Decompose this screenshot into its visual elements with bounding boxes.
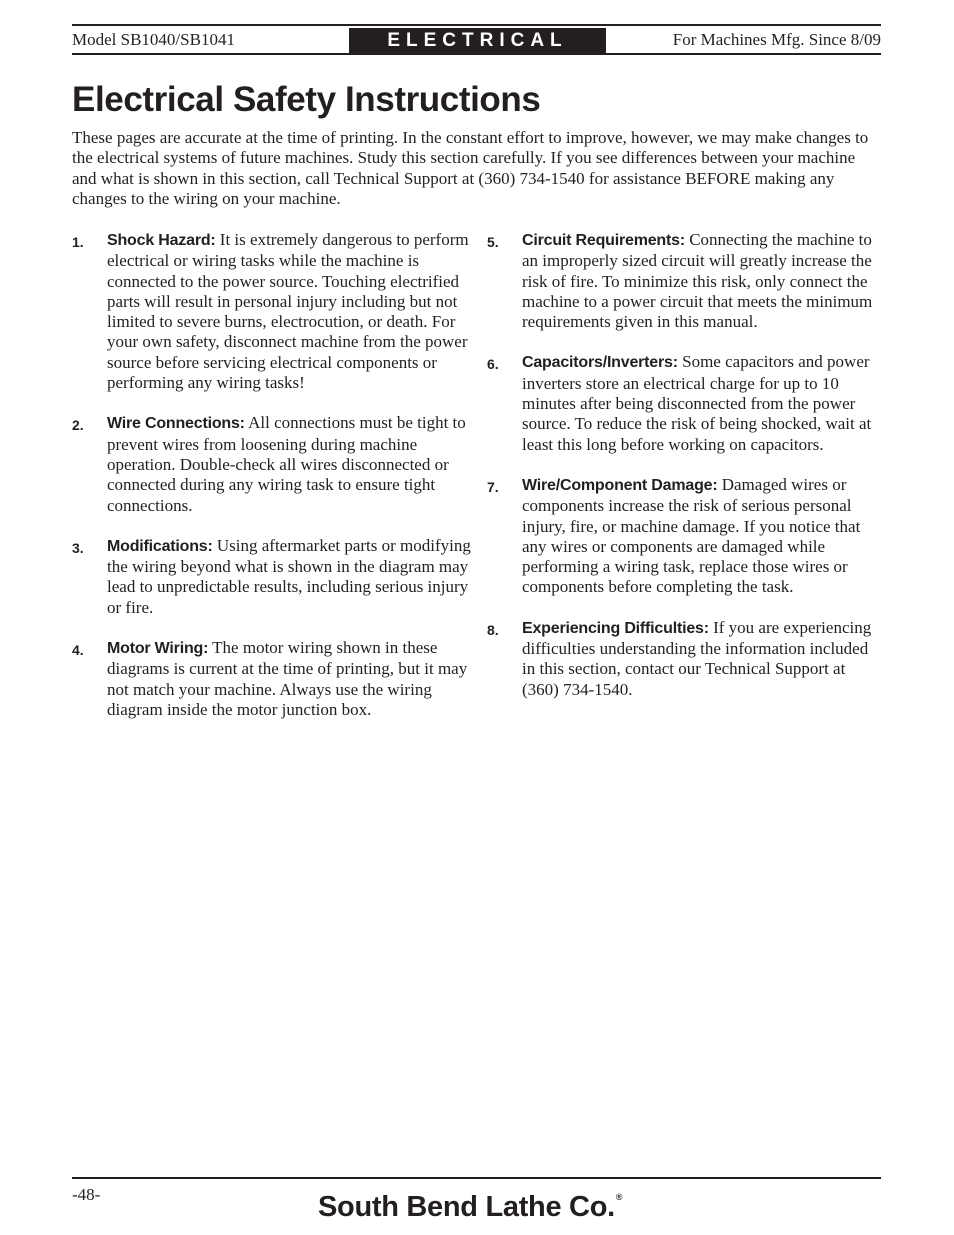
item-body — [522, 230, 885, 332]
item-label: Wire Connections: — [107, 415, 245, 433]
item-text: The motor wiring shown in these diagrams is current at the time of printing, but it may not match your machine. Always use the wiring diagram inside the motor junction box. — [107, 638, 468, 719]
brand-name: South Bend Lathe Co. — [318, 1191, 615, 1223]
item-body — [107, 230, 472, 393]
item-text: Connecting the machine to an improperly sized circuit will greatly increase the risk of fire. To minimize this risk, only connect the machine to a power circuit that meets the minimum requirements given in this manual. — [522, 230, 873, 332]
item-body — [522, 352, 885, 454]
item-body — [107, 638, 472, 720]
item-label: Circuit Requirements: — [522, 232, 685, 249]
model-label: Model SB1040/SB1041 — [72, 30, 235, 49]
instructions-right-column — [487, 230, 885, 720]
instruction-item — [72, 536, 472, 618]
item-number: 8. — [487, 621, 499, 638]
instruction-item — [487, 230, 885, 332]
item-number: 4. — [72, 642, 84, 659]
item-number: 5. — [487, 234, 499, 250]
instruction-item — [72, 413, 472, 515]
item-label: Modifications: — [107, 537, 213, 555]
intro-paragraph: These pages are accurate at the time of printing. In the constant effort to improve, however, we may make changes to the electrical systems of future machines. Study this section carefully. If you see differences between your machine and what is shown in this section, call Technical Support at (360) 734-1540 for assistance BEFORE making any changes to the wiring on your machine. — [72, 128, 869, 208]
brand-logo — [318, 1178, 622, 1226]
item-text: Using aftermarket parts or modifying the wiring beyond what is shown in the diagram may lead to unpredictable results, including serious injury or fire. — [107, 535, 471, 617]
item-number: 1. — [72, 234, 84, 250]
instruction-item — [72, 638, 472, 720]
item-text: All connections must be tight to prevent wires from loosening during machine operation. Double-check all wires disconnected or connected during any wiring task to ensure tight connections. — [107, 413, 466, 515]
item-body — [107, 413, 472, 515]
page-title: Electrical Safety Instructions — [72, 80, 541, 119]
item-label: Wire/Component Damage: — [522, 476, 718, 494]
instruction-item — [487, 352, 885, 454]
item-body — [522, 475, 885, 598]
item-label: Shock Hazard: — [107, 232, 216, 249]
instructions-left-column — [72, 230, 472, 740]
page-number: -48- — [72, 1185, 101, 1204]
item-body — [522, 618, 885, 700]
item-number: 7. — [487, 478, 499, 495]
item-label: Experiencing Difficulties: — [522, 619, 709, 637]
item-text: Some capacitors and power inverters store an electrical charge for up to 10 minutes after being disconnected from the power source. To reduce the risk of being shocked, wait at least this long before working on capacitors. — [522, 352, 872, 454]
item-label: Motor Wiring: — [107, 640, 209, 658]
manufacture-note: For Machines Mfg. Since 8/09 — [672, 30, 881, 49]
item-number: 2. — [72, 417, 84, 434]
registered-mark: ® — [615, 1192, 623, 1202]
item-number: 6. — [487, 356, 499, 373]
page-header — [72, 24, 881, 55]
instruction-item — [72, 230, 472, 393]
section-banner: ELECTRICAL — [349, 28, 606, 53]
instruction-item — [487, 475, 885, 598]
item-text: Damaged wires or components increase the risk of serious personal injury, fire, or machine damage. If you notice that any wires or components are damaged while performing a wiring task, replace those wires or components before completing the task. — [522, 474, 861, 597]
item-label: Capacitors/Inverters: — [522, 354, 678, 372]
item-body — [107, 536, 472, 618]
instruction-item — [487, 618, 885, 700]
item-number: 3. — [72, 539, 84, 556]
item-text: If you are experiencing difficulties understanding the information included in this section, contact our Technical Support at (360) 734-1540. — [522, 617, 872, 699]
item-text: It is extremely dangerous to perform electrical or wiring tasks while the machine is connected to the power source. Touching electrified parts will result in personal injury including but not limited to severe burns, electrocution, or death. For your own safety, disconnect machine from the power source before servicing electrical components or performing any wiring tasks! — [107, 230, 469, 393]
